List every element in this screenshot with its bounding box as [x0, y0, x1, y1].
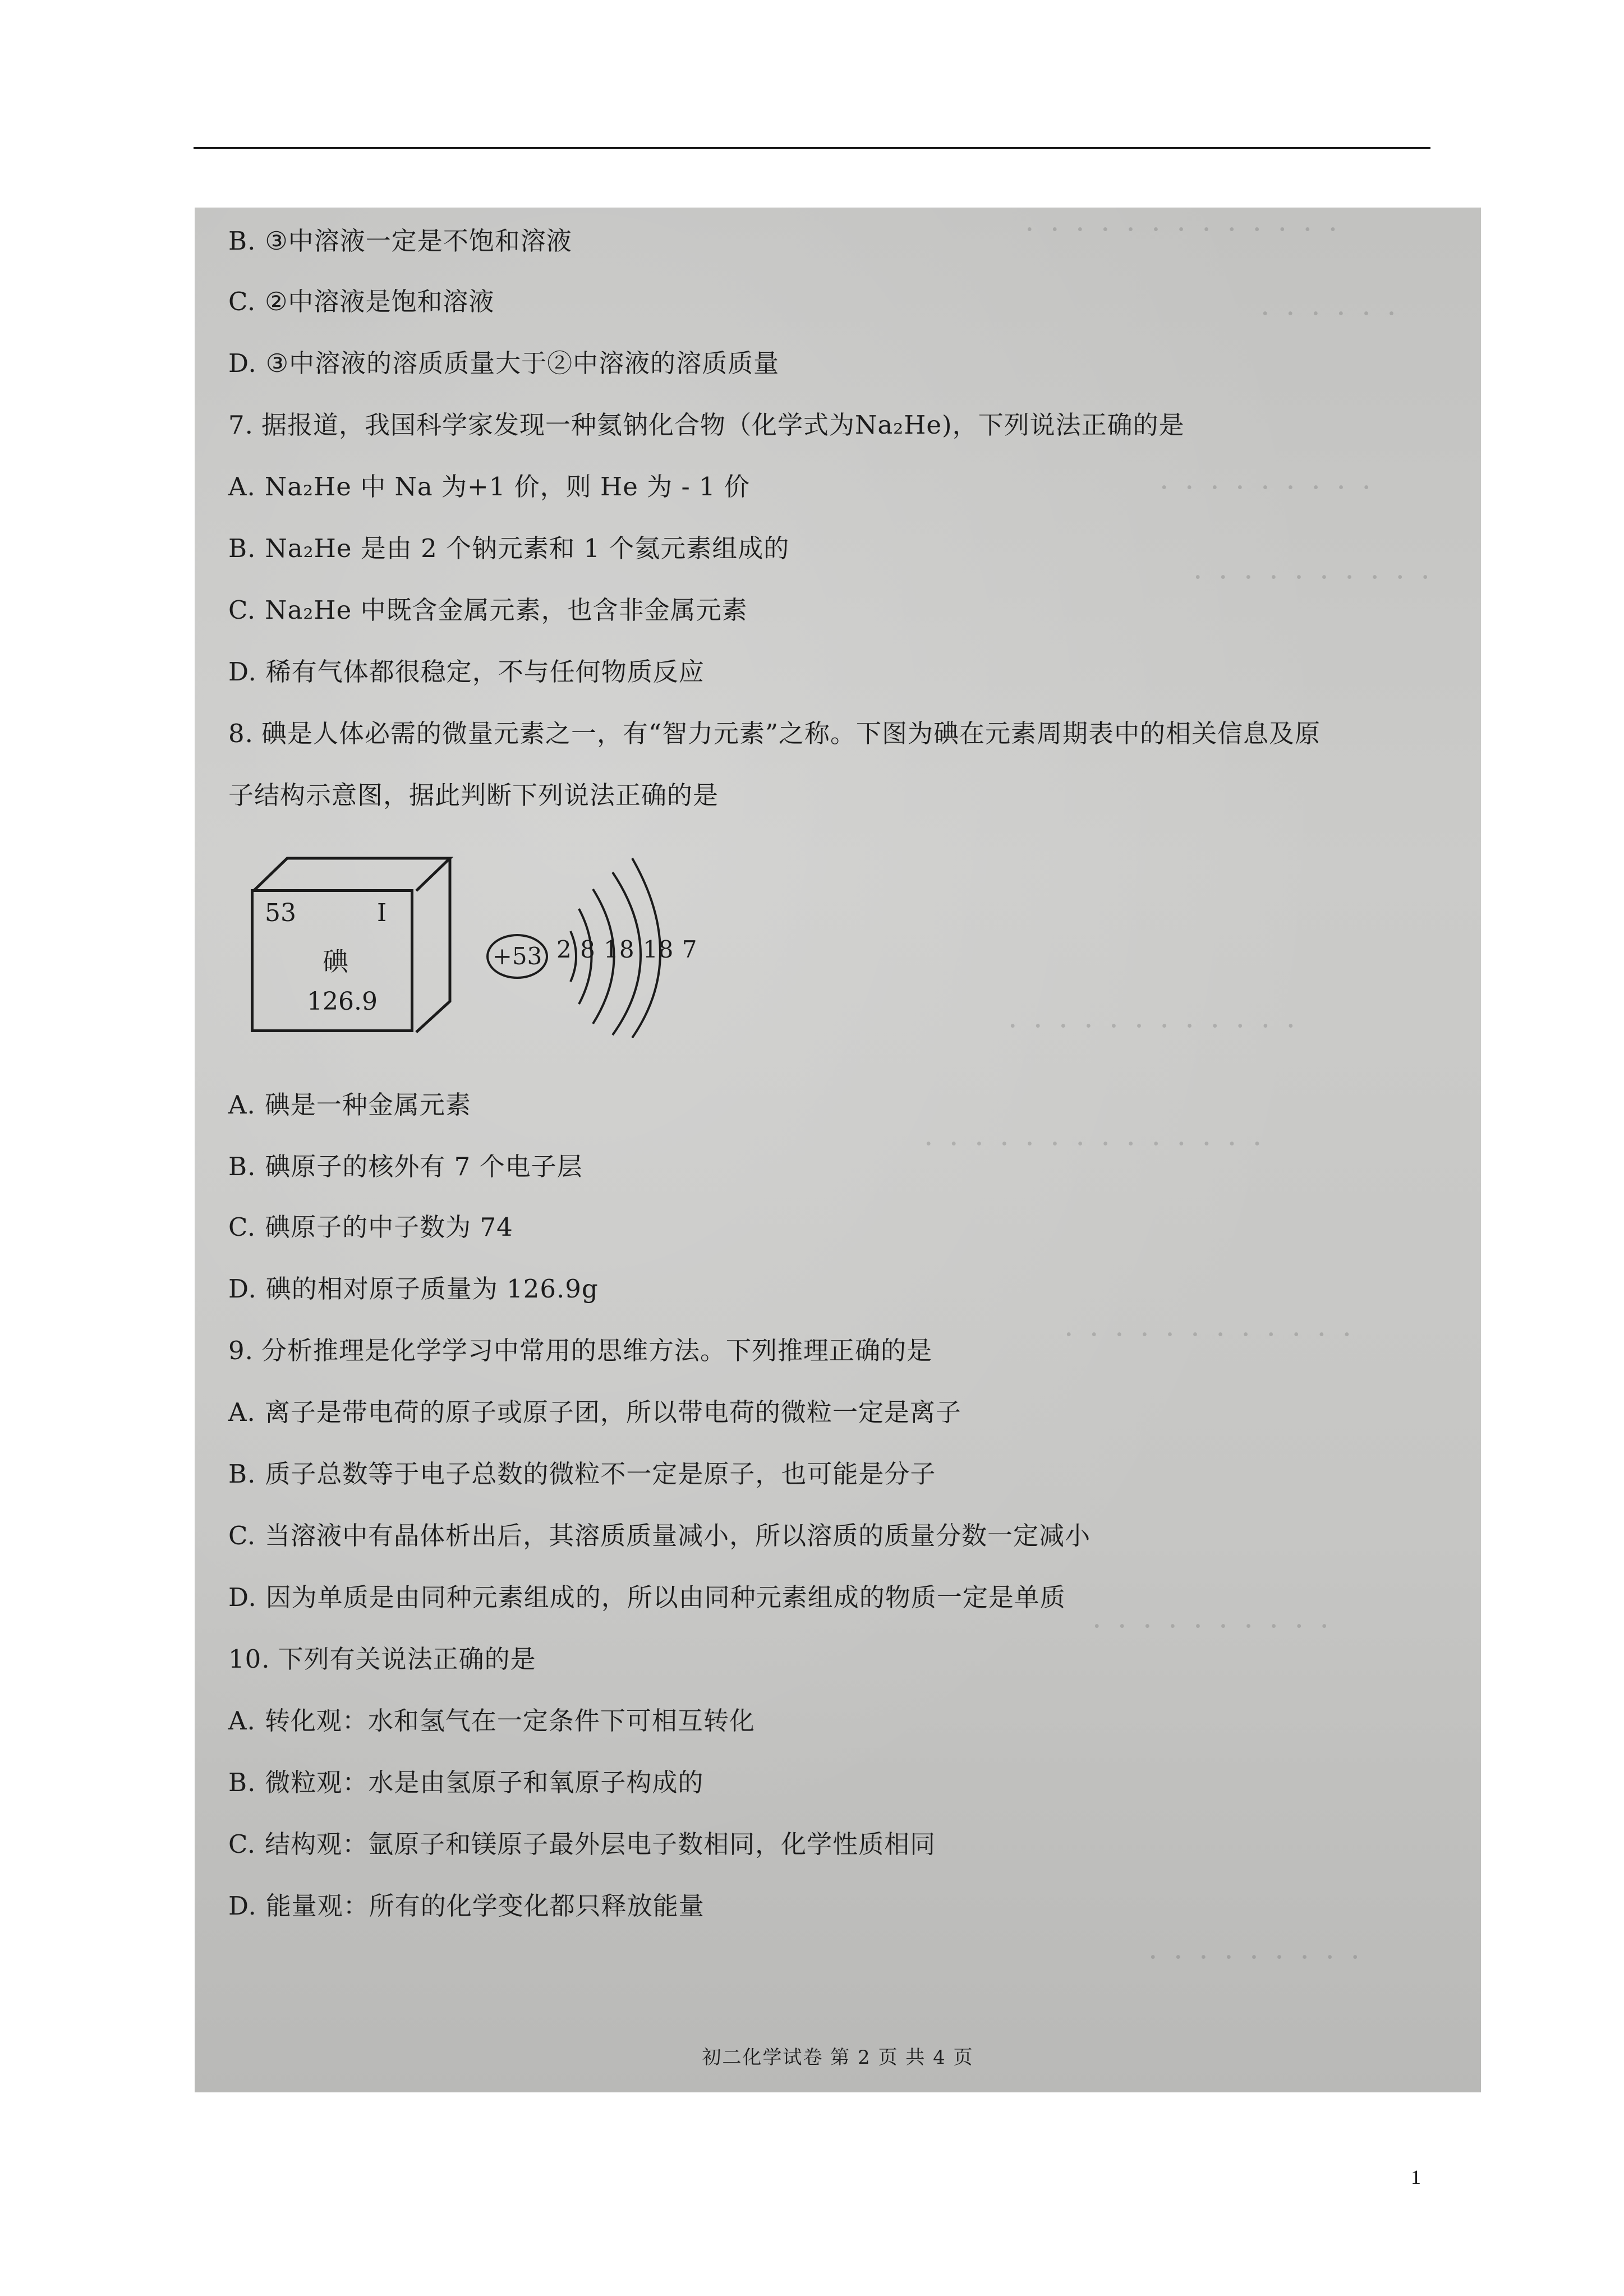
answer-option — [228, 593, 748, 627]
option-text: 稀有气体都很稳定，不与任何物质反应 — [265, 657, 705, 687]
option-text: 碘原子的核外有 7 个电子层 — [265, 1152, 583, 1181]
option-letter: C. — [228, 287, 256, 316]
question-text: 子结构示意图，据此判断下列说法正确的是 — [228, 780, 719, 810]
answer-option — [228, 1581, 1066, 1614]
option-text: Na₂He 中 Na 为+1 价，则 He 为 - 1 价 — [264, 472, 750, 501]
option-text: Na₂He 中既含金属元素，也含非金属元素 — [265, 595, 748, 625]
answer-option — [228, 224, 572, 258]
option-letter: B. — [228, 533, 256, 563]
answer-option — [228, 1766, 703, 1800]
answer-option — [228, 285, 494, 319]
question-number: 8. — [228, 719, 254, 748]
option-letter: C. — [228, 1521, 256, 1550]
question-stem — [228, 408, 1185, 442]
option-letter: D. — [228, 657, 257, 687]
iodine-figure — [240, 847, 698, 1038]
answer-option — [228, 347, 779, 380]
option-letter: B. — [228, 1459, 256, 1489]
answer-option — [228, 1519, 1091, 1553]
question-stem — [228, 717, 1321, 751]
question-stem — [228, 1642, 536, 1676]
question-stem — [228, 779, 719, 812]
answer-option — [228, 655, 705, 689]
answer-option — [228, 1150, 583, 1184]
option-letter: A. — [228, 1397, 256, 1427]
option-text: 碘的相对原子质量为 126.9g — [265, 1274, 599, 1304]
question-text: 分析推理是化学学习中常用的思维方法。下列推理正确的是 — [261, 1336, 932, 1365]
option-letter: D. — [228, 348, 257, 378]
option-letter: A. — [228, 472, 256, 501]
atomic-number: 53 — [265, 899, 296, 927]
question-stem — [228, 1334, 932, 1368]
option-letter: D. — [228, 1274, 257, 1304]
answer-option — [228, 1828, 936, 1861]
nucleus: +53 — [486, 934, 548, 979]
option-text: 微粒观：水是由氢原子和氧原子构成的 — [265, 1768, 704, 1797]
atomic-mass: 126.9 — [307, 987, 378, 1016]
option-letter: B. — [228, 226, 256, 256]
option-text: 离子是带电荷的原子或原子团，所以带电荷的微粒一定是离子 — [264, 1397, 961, 1427]
scanned-exam-page: · · · · · · · · · · · · · · · · · · · · · · · · · · · · · · · · · · · · · · · · · · · · · · · · · · · · · · · · · · · · · · · · · · · · · · · · · · · · · · · · · · · · · · · · · · · · · · · B. ③中溶液一定是不饱和溶液 C. ②中溶液是饱和溶液 D. ③中溶液的溶质质量大于②中溶液的溶质质量 7. 据报道，我国科学家发现一种氦钠化合物（化学式为Na₂He)，下列说法正确的是 A. Na₂He 中 Na 为+1 价，则 He 为 - 1 价 B. Na₂He 是由 2 个钠元素和 1 个氦元素组成的 C. Na₂He 中既含金属元素，也含非金属元素 D. 稀有气体都很稳定，不与任何物质反应 8. 碘是人体必需的微量元素之一，有“智力元素”之称。下图为碘在元素周期表中的相关信息及原 子结构示意图，据此判断下列说法正确的是 A. 碘是一种金属元素 B. 碘原子的核外有 7 个电子层 C. 碘原子的中子数为 74 D. 碘的相对原子质量为 126.9g 9. 分析推理是化学学习中常用的思维方法。下列推理正确的是 A. 离子是带电荷的原子或原子团，所以带电荷的微粒一定是离子 B. 质子总数等于电子总数的微粒不一定是原子，也可能是分子 C. 当溶液中有晶体析出后，其溶质质量减小，所以溶质的质量分数一定减小 D. 因为单质是由同种元素组成的，所以由同种元素组成的物质一定是单质 10. 下列有关说法正确的是 A. 转化观：水和氢气在一定条件下可相互转化 B. 微粒观：水是由氢原子和氧原子构成的 C. 结构观：氩原子和镁原子最外层电子数相同，化学性质相同 D. 能量观：所有的化学变化都只释放能量 53 I 碘 126.9 +53 2 8 18 18 7 初二化学试卷 第 2 页 共 4 页 — [195, 208, 1481, 2092]
answer-option — [228, 1211, 513, 1244]
option-text: ②中溶液是饱和溶液 — [265, 287, 495, 316]
option-text: ③中溶液的溶质质量大于②中溶液的溶质质量 — [265, 348, 780, 378]
option-text: Na₂He 是由 2 个钠元素和 1 个氦元素组成的 — [265, 533, 790, 563]
element-symbol: I — [377, 899, 387, 927]
question-text: 碘是人体必需的微量元素之一，有“智力元素”之称。下图为碘在元素周期表中的相关信息及原 — [261, 719, 1321, 748]
option-text: 质子总数等于电子总数的微粒不一定是原子，也可能是分子 — [265, 1459, 936, 1489]
option-letter: D. — [228, 1891, 257, 1921]
option-letter: A. — [228, 1090, 256, 1120]
option-text: 碘是一种金属元素 — [264, 1090, 471, 1120]
option-letter: A. — [228, 1706, 256, 1736]
option-text: 能量观：所有的化学变化都只释放能量 — [265, 1891, 705, 1921]
question-text: 下列有关说法正确的是 — [278, 1644, 536, 1674]
option-text: 转化观：水和氢气在一定条件下可相互转化 — [264, 1706, 755, 1736]
option-letter: C. — [228, 595, 256, 625]
question-number: 9. — [228, 1336, 254, 1365]
option-letter: C. — [228, 1212, 256, 1242]
answer-option — [228, 1704, 755, 1738]
option-text: 因为单质是由同种元素组成的，所以由同种元素组成的物质一定是单质 — [265, 1582, 1066, 1612]
option-letter: B. — [228, 1768, 256, 1797]
question-number: 7. — [228, 410, 254, 440]
question-number: 10. — [228, 1644, 270, 1674]
option-text: ③中溶液一定是不饱和溶液 — [265, 226, 572, 256]
question-text: 据报道，我国科学家发现一种氦钠化合物（化学式为Na₂He)，下列说法正确的是 — [261, 410, 1185, 440]
answer-option — [228, 532, 789, 565]
option-letter: D. — [228, 1582, 257, 1612]
electron-shells: 2 8 18 18 7 — [556, 936, 698, 963]
answer-option — [228, 1396, 961, 1429]
answer-option — [228, 1272, 599, 1306]
answer-option — [228, 1088, 471, 1122]
page-number: 1 — [1411, 2166, 1421, 2188]
answer-option — [228, 470, 750, 504]
option-letter: B. — [228, 1152, 256, 1181]
top-rule — [194, 147, 1430, 149]
option-letter: C. — [228, 1829, 256, 1859]
option-text: 碘原子的中子数为 74 — [265, 1212, 513, 1242]
answer-option — [228, 1457, 936, 1491]
answer-option — [228, 1889, 705, 1923]
option-text: 当溶液中有晶体析出后，其溶质质量减小，所以溶质的质量分数一定减小 — [265, 1521, 1091, 1550]
option-text: 结构观：氩原子和镁原子最外层电子数相同，化学性质相同 — [265, 1829, 936, 1859]
page-footer: 初二化学试卷 第 2 页 共 4 页 — [702, 2046, 974, 2069]
element-name: 碘 — [323, 946, 348, 977]
